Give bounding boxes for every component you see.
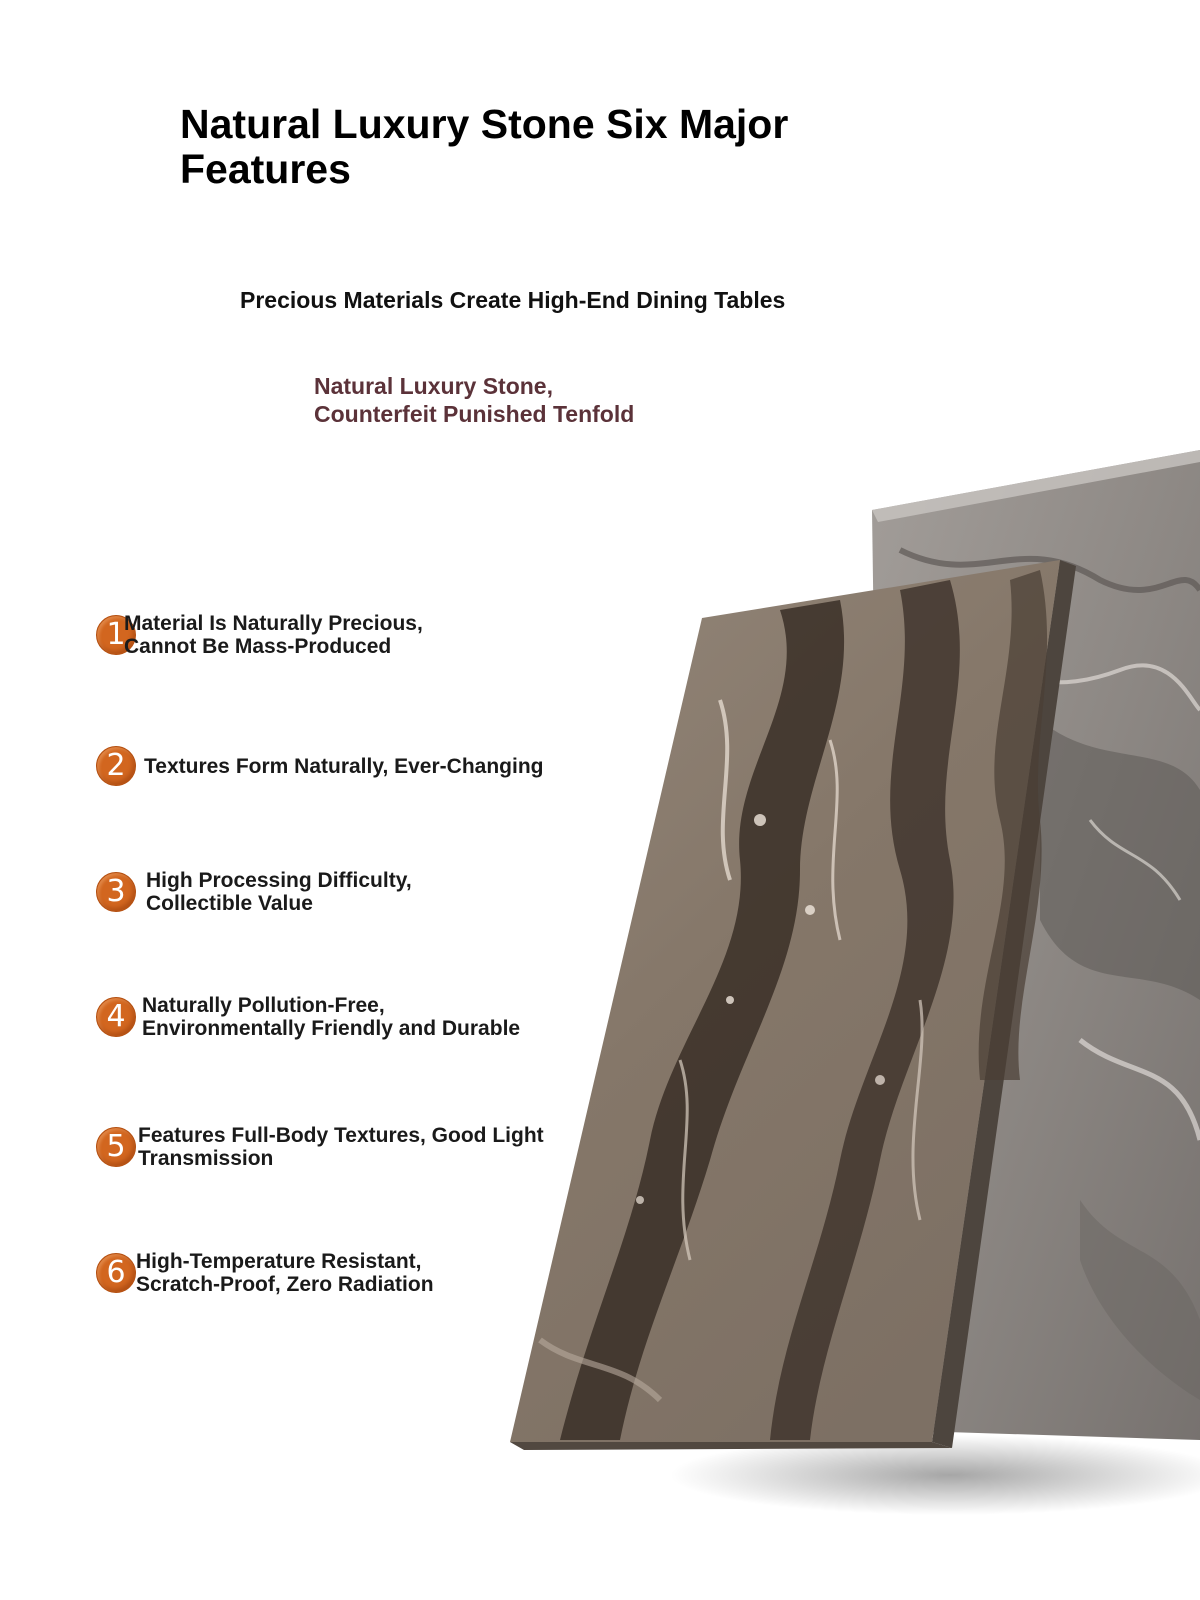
page-title	[180, 102, 880, 192]
stone-slab-image	[480, 440, 1200, 1580]
subtitle: Precious Materials Create High-End Dining Tables	[240, 287, 786, 313]
feature-text-5	[138, 1124, 544, 1170]
feature-5-line-2: Transmission	[138, 1147, 274, 1170]
feature-4-line-2: Environmentally Friendly and Durable	[142, 1017, 521, 1040]
feature-5-line-1: Features Full-Body Textures, Good Light	[138, 1124, 544, 1147]
feature-item-5	[96, 1124, 544, 1170]
feature-3-line-1: High Processing Difficulty,	[146, 869, 412, 892]
number-badge-2: 2	[96, 746, 136, 786]
title-line-2: Features	[180, 146, 351, 192]
feature-item-1	[96, 612, 423, 658]
title-line-1: Natural Luxury Stone Six Major	[180, 101, 789, 147]
feature-3-line-2: Collectible Value	[146, 892, 313, 915]
feature-text-4	[142, 994, 520, 1040]
feature-text-6	[136, 1250, 434, 1296]
feature-text-2	[144, 755, 543, 778]
feature-1-line-1: Material Is Naturally Precious,	[124, 612, 423, 635]
feature-6-line-1: High-Temperature Resistant,	[136, 1250, 422, 1273]
slogan-line-1: Natural Luxury Stone,	[314, 373, 553, 399]
feature-item-6	[96, 1250, 434, 1296]
number-badge-6: 6	[96, 1253, 136, 1293]
slogan-line-2: Counterfeit Punished Tenfold	[314, 401, 635, 427]
slogan	[314, 372, 634, 428]
feature-1-line-2: Cannot Be Mass-Produced	[124, 635, 392, 658]
feature-6-line-2: Scratch-Proof, Zero Radiation	[136, 1273, 434, 1296]
feature-item-4	[96, 994, 520, 1040]
feature-text-1	[124, 612, 423, 658]
feature-item-2	[96, 746, 543, 786]
number-badge-4: 4	[96, 997, 136, 1037]
feature-2-line-1: Textures Form Naturally, Ever-Changing	[144, 754, 544, 778]
number-badge-3: 3	[96, 872, 136, 912]
number-badge-1: 1	[96, 615, 136, 655]
feature-4-line-1: Naturally Pollution-Free,	[142, 994, 385, 1017]
feature-item-3	[96, 869, 412, 915]
feature-text-3	[146, 869, 412, 915]
number-badge-5: 5	[96, 1127, 136, 1167]
